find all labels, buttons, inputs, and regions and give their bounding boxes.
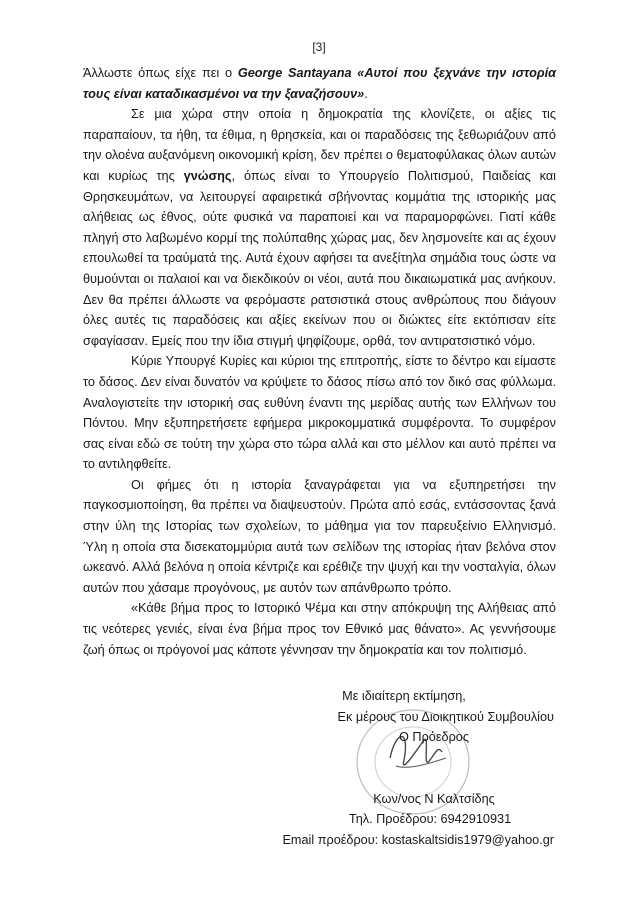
intro-text: Άλλωστε όπως είχε πει ο (83, 66, 238, 80)
paragraph-1-text-b: , όπως είναι το Υπουργείο Πολιτισμού, Παιδείας και Θρησκευμάτων, να λειτουργεί αφαιρετικά σβήνοντας κομμάτια της ιστορικής μας αλήθειας ως έθνος, ούτε φυσικά να παραποιεί και να παραμορφώνει. Γιατί κάθε πληγή στο λαβωμένο κορμί της πολύπαθης χώρας μας, δεν λησμονείτε και ας έχουν επουλωθεί τα τραύματά της. Αυτά έχουν αφήσει τα ανεξίτηλα σημάδια τους ώστε να θυμούνται οι παλαιοί και να διεκδικούν οι νέοι, αυτά που δικαιωματικά μας ανήκουν. Δεν θα πρέπει άλλωστε να φερόμαστε ρατσιστικά στους ανθρώπους που διάγουν όλες αυτές τις παραδόσεις και αξίες εκείνων που οι διώκτες είτε εκτόπισαν είτε σφαγίασαν. Εμείς που την ίδια στιγμή ψηφίζουμε, ορθά, τον αντιρατσιστικό νόμο. (83, 168, 556, 348)
greeting: Με ιδιαίτερη εκτίμηση, (342, 689, 466, 703)
intro-end: . (364, 86, 368, 101)
president-email: Email προέδρου: kostaskaltsidis1979@yahoo.gr (282, 832, 554, 847)
paragraph-1 (83, 104, 556, 351)
president-role: Ο Πρόεδρος (399, 730, 469, 745)
page-number: [3] (312, 40, 326, 54)
letter-body (83, 63, 556, 660)
paragraph-1-text-a: Σε μια χώρα στην οποία η δημοκρατία της κλονίζετε, οι αξίες τις παραπαίουν, τα ήθη, τα έθιμα, η θρησκεία, και οι παραδόσεις της ξεθωριάζουν από την ολοένα αυξανόμενη οικονομική κρίση, δεν πρέπει ο θεματοφύλακας όλων αυτών και κυρίως της (83, 107, 556, 183)
paragraph-2: Κύριε Υπουργέ Κυρίες και κύριοι της επιτροπής, είστε το δέντρο και είμαστε το δάσος. Δεν είναι δυνατόν να κρύψετε το δάσος πίσω από τον δικό σας φύλλωμα. Αναλογιστείτε την ιστορική σας ευθύνη έναντι της μερίδας αυτής των Ελλήνων του Πόντου. Μην εξυπηρετήσετε εφήμερα μικροκομματικά συμφέροντα. Το συμφέρον σας είναι εδώ σε τούτη την χώρα στο τώρα αλλά και στο μέλλον και αυτό πρέπει να το αντιληφθείτε. (83, 354, 556, 472)
president-name: Κων/νος Ν Καλτσίδης (373, 791, 495, 806)
president-phone: Τηλ. Προέδρου: 6942910931 (348, 812, 512, 827)
intro-paragraph (83, 63, 556, 104)
paragraph-3: Οι φήμες ότι η ιστορία ξαναγράφεται για να εξυπηρετήσει την παγκοσμιοποίηση, θα πρέπει να διαψευστούν. Πρώτα από εσάς, εντάσσοντας ξανά στην ύλη της Ιστορίας των σχολείων, το μάθημα για τον παρευξείνιο Ελληνισμό. Ύλη η οποία στα δισεκατομμύρια αυτά των σελίδων της ιστορίας ήταν βελόνα στον ωκεανό. Αλλά βελόνα η οποία κέντριζε και ερέθιζε την ψυχή και την νοσταλγία, όλων αυτών που χάσαμε προγόνους, με αυτόν των απάνθρωπο τρόπο. (83, 477, 556, 595)
paragraph-4: «Κάθε βήμα προς το Ιστορικό Ψέμα και στην απόκρυψη της Αλήθειας από τις νεότερες γενιές, είναι ένα βήμα προς τον Εθνικό μας θάνατο». Ας γεννήσουμε ζωή όπως οι πρόγονοί μας κάποτε γέννησαν την δημοκρατία και τον πολιτισμό. (83, 601, 556, 657)
signature-space (254, 748, 554, 789)
paragraph-1-bold-word: γνώσης (183, 168, 232, 183)
on-behalf-line: Εκ μέρους του Διοικητικού Συμβουλίου (337, 709, 554, 724)
santayana-quote: George Santayana «Αυτοί που ξεχνάνε την ιστορία τους είναι καταδικασμένοι να την ξαναζήσουν» (83, 66, 557, 101)
signature-block (254, 686, 554, 851)
